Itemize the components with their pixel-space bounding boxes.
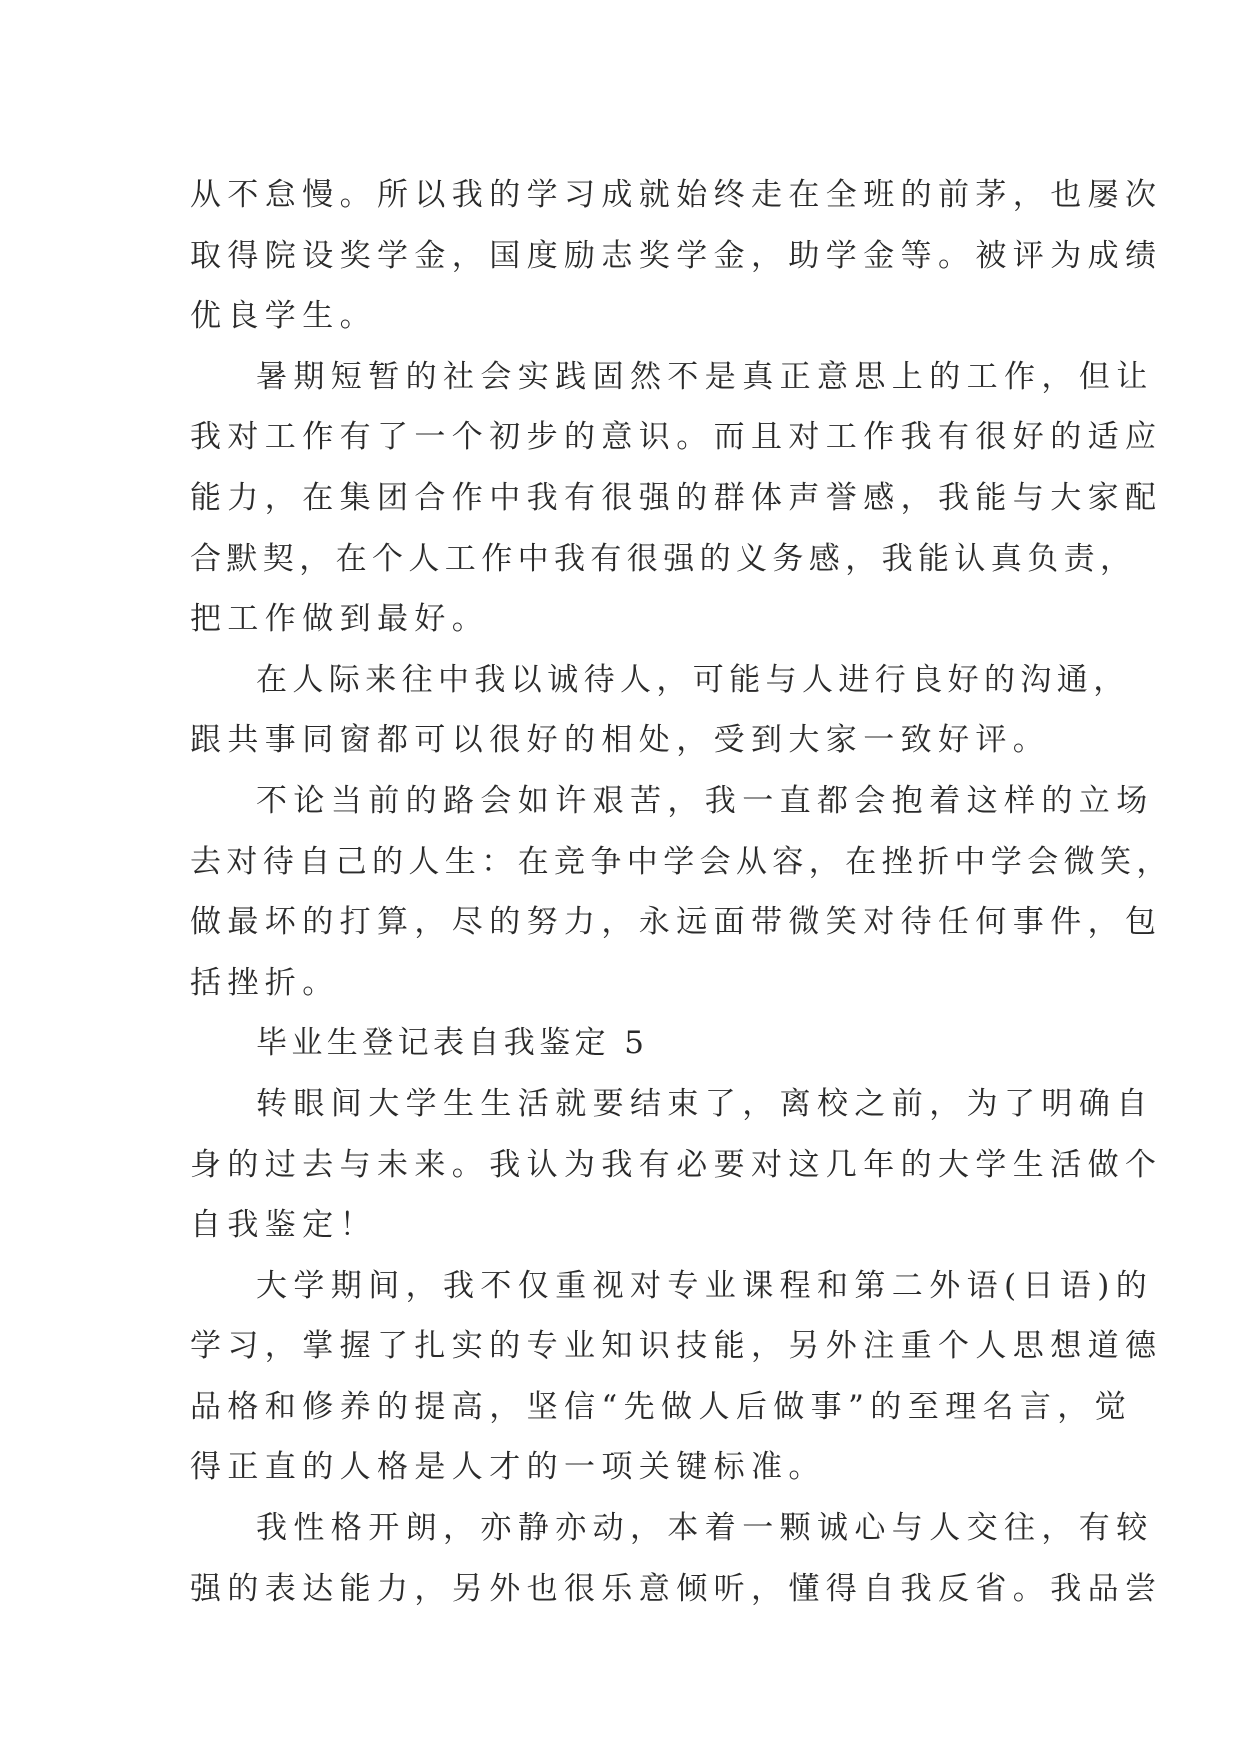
text-line: 去对待自己的人生：在竞争中学会从容，在挫折中学会微笑， [190, 843, 1173, 880]
text-line: 强的表达能力，另外也很乐意倾听，懂得自我反省。我品尝 [190, 1570, 1163, 1607]
section-heading: 毕业生登记表自我鉴定 5 [256, 1025, 649, 1062]
text-line: 从不怠慢。所以我的学习成就始终走在全班的前茅，也屡次 [190, 177, 1163, 213]
text-line: 品格和修养的提高，坚信“先做人后做事”的至理名言，觉 [190, 1388, 1133, 1425]
text-line: 自我鉴定！ [190, 1207, 377, 1244]
paragraph-first-line: 暑期短暂的社会实践固然不是真正意思上的工作，但让 [256, 358, 1154, 395]
text-line: 得正直的人格是人才的一项关键标准。 [190, 1449, 826, 1486]
text-line: 学习，掌握了扎实的专业知识技能，另外注重个人思想道德 [190, 1328, 1163, 1365]
text-line: 取得院设奖学金，国度励志奖学金，助学金等。被评为成绩 [190, 237, 1163, 274]
text-line: 我对工作有了一个初步的意识。而且对工作我有很好的适应 [190, 419, 1163, 456]
text-line: 合默契，在个人工作中我有很强的义务感，我能认真负责， [190, 540, 1137, 577]
paragraph-first-line: 在人际来往中我以诚待人，可能与人进行良好的沟通， [256, 661, 1130, 698]
paragraph-first-line: 我性格开朗，亦静亦动，本着一颗诚心与人交往，有较 [256, 1510, 1154, 1547]
paragraph-first-line: 转眼间大学生生活就要结束了，离校之前，为了明确自 [256, 1085, 1154, 1122]
text-line: 优良学生。 [190, 298, 377, 335]
document-body [190, 165, 1173, 1619]
text-line: 做最坏的打算，尽的努力，永远面带微笑对待任何事件，包 [190, 904, 1163, 941]
text-line: 把工作做到最好。 [190, 601, 490, 638]
text-line: 跟共事同窗都可以很好的相处，受到大家一致好评。 [190, 722, 1051, 759]
paragraph-first-line: 不论当前的路会如许艰苦，我一直都会抱着这样的立场 [256, 782, 1154, 819]
paragraph-first-line: 大学期间，我不仅重视对专业课程和第二外语(日语)的 [256, 1267, 1154, 1304]
text-line: 括挫折。 [190, 964, 340, 1001]
text-line: 身的过去与未来。我认为我有必要对这几年的大学生活做个 [190, 1146, 1163, 1183]
text-line: 能力，在集团合作中我有很强的群体声誉感，我能与大家配 [190, 479, 1163, 516]
